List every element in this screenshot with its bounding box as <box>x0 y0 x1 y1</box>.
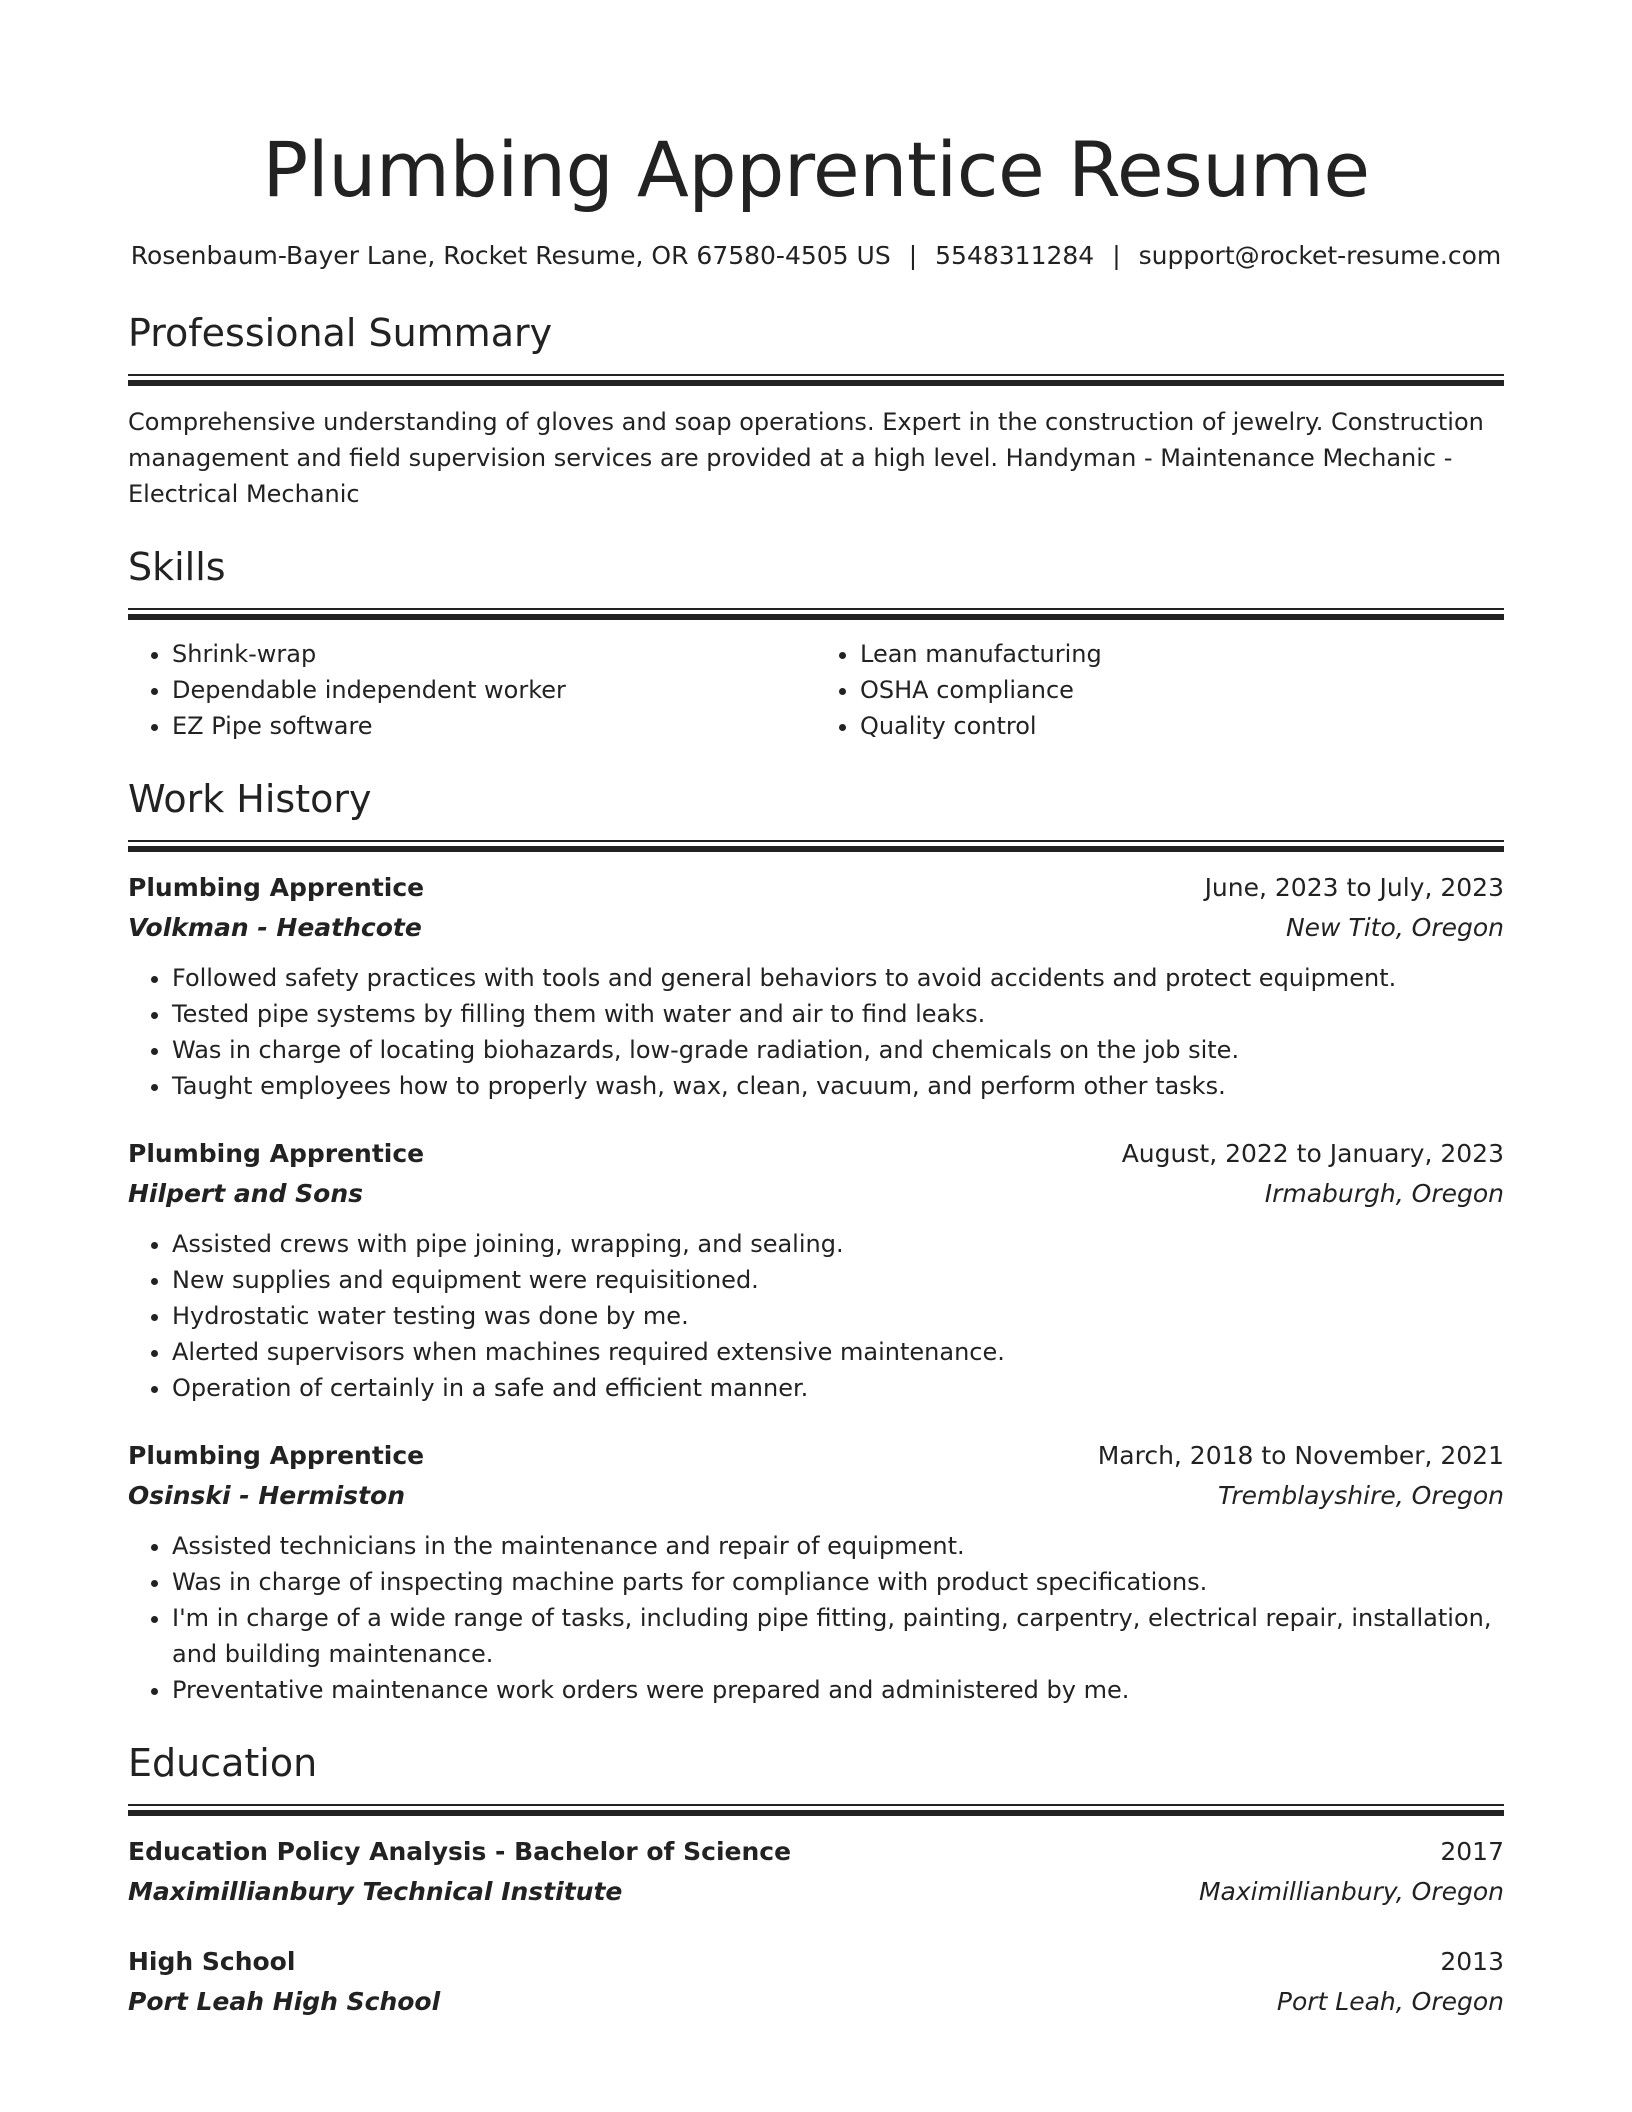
contact-phone: 5548311284 <box>935 241 1095 270</box>
job-bullets <box>128 1528 1504 1708</box>
summary-text: Comprehensive understanding of gloves and soap operations. Expert in the construction of jewelry. Construction management and field supervision services are provided at a high level. Handyman - Maintenance Mechanic - Electrical Mechanic <box>128 408 1484 508</box>
education-subheader <box>128 1872 1504 1912</box>
job-title: Plumbing Apprentice <box>128 1441 425 1470</box>
education-school: Maximillianbury Technical Institute <box>128 1877 623 1906</box>
section-rule <box>128 374 1504 386</box>
section-heading: Education <box>128 1741 318 1785</box>
job-bullet: • New supplies and equipment were requisitioned. <box>172 1262 1504 1298</box>
section-work-history <box>128 774 1504 1708</box>
job-bullet: • Hydrostatic water testing was done by me. <box>172 1298 1504 1334</box>
job-bullet: • Assisted crews with pipe joining, wrapping, and sealing. <box>172 1226 1504 1262</box>
job-bullet: • Alerted supervisors when machines required extensive maintenance. <box>172 1334 1504 1370</box>
resume-title: Plumbing Apprentice Resume <box>262 125 1370 214</box>
section-rule <box>128 608 1504 620</box>
skills-list-left <box>128 636 816 744</box>
education-degree: Education Policy Analysis - Bachelor of Science <box>128 1837 792 1866</box>
job-bullets <box>128 960 1504 1104</box>
skill-item: • Lean manufacturing <box>860 636 1504 672</box>
job-entry <box>128 1134 1504 1406</box>
education-location: Maximillianbury, Oregon <box>1198 1877 1504 1906</box>
contact-email: support@rocket-resume.com <box>1138 241 1502 270</box>
job-bullet: • Was in charge of inspecting machine parts for compliance with product specifications. <box>172 1564 1504 1600</box>
skill-item: • OSHA compliance <box>860 672 1504 708</box>
job-bullet: • I'm in charge of a wide range of tasks, including pipe fitting, painting, carpentry, electrical repair, installation, and building maintenance. <box>172 1600 1504 1672</box>
job-entry <box>128 868 1504 1104</box>
job-bullet: • Taught employees how to properly wash, wax, clean, vacuum, and perform other tasks. <box>172 1068 1504 1104</box>
contact-address: Rosenbaum-Bayer Lane, Rocket Resume, OR 67580-4505 US <box>130 241 891 270</box>
job-header <box>128 1436 1504 1476</box>
job-subheader <box>128 908 1504 948</box>
skill-item: • Dependable independent worker <box>172 672 816 708</box>
job-dates: June, 2023 to July, 2023 <box>1204 873 1504 902</box>
job-company: Volkman - Heathcote <box>128 913 422 942</box>
contact-separator: | <box>908 241 918 270</box>
section-heading: Work History <box>128 777 372 821</box>
education-degree: High School <box>128 1947 296 1976</box>
job-subheader <box>128 1476 1504 1516</box>
job-bullet: • Operation of certainly in a safe and efficient manner. <box>172 1370 1504 1406</box>
job-location: Irmaburgh, Oregon <box>1264 1179 1504 1208</box>
job-dates: March, 2018 to November, 2021 <box>1097 1441 1504 1470</box>
job-bullet: • Followed safety practices with tools and general behaviors to avoid accidents and protect equipment. <box>172 960 1504 996</box>
education-subheader <box>128 1982 1504 2022</box>
contact-line <box>128 238 1504 274</box>
education-school: Port Leah High School <box>128 1987 441 2016</box>
section-education <box>128 1738 1504 2022</box>
job-header <box>128 868 1504 908</box>
education-header <box>128 1942 1504 1982</box>
job-bullet: • Was in charge of locating biohazards, low-grade radiation, and chemicals on the job site. <box>172 1032 1504 1068</box>
section-heading: Skills <box>128 545 226 589</box>
section-summary <box>128 308 1504 512</box>
section-heading: Professional Summary <box>128 311 553 355</box>
skill-item: • Shrink-wrap <box>172 636 816 672</box>
job-bullet: • Tested pipe systems by filling them with water and air to find leaks. <box>172 996 1504 1032</box>
job-company: Hilpert and Sons <box>128 1179 364 1208</box>
section-rule <box>128 840 1504 852</box>
job-location: Tremblayshire, Oregon <box>1218 1481 1504 1510</box>
job-entry <box>128 1436 1504 1708</box>
job-bullet: • Preventative maintenance work orders were prepared and administered by me. <box>172 1672 1504 1708</box>
job-title: Plumbing Apprentice <box>128 873 425 902</box>
contact-separator: | <box>1112 241 1121 270</box>
job-bullets <box>128 1226 1504 1406</box>
job-header <box>128 1134 1504 1174</box>
section-skills <box>128 542 1504 744</box>
skill-item: • Quality control <box>860 708 1504 744</box>
education-location: Port Leah, Oregon <box>1276 1987 1504 2016</box>
section-rule <box>128 1804 1504 1816</box>
job-company: Osinski - Hermiston <box>128 1481 405 1510</box>
skill-item: • EZ Pipe software <box>172 708 816 744</box>
education-header <box>128 1832 1504 1872</box>
skills-columns <box>128 636 1504 744</box>
job-location: New Tito, Oregon <box>1285 913 1504 942</box>
job-subheader <box>128 1174 1504 1214</box>
education-entry <box>128 1942 1504 2022</box>
education-entry <box>128 1832 1504 1912</box>
job-bullet: • Assisted technicians in the maintenance and repair of equipment. <box>172 1528 1504 1564</box>
skills-list-right <box>816 636 1504 744</box>
education-year: 2017 <box>1440 1837 1504 1866</box>
job-dates: August, 2022 to January, 2023 <box>1121 1139 1504 1168</box>
education-year: 2013 <box>1440 1947 1504 1976</box>
job-title: Plumbing Apprentice <box>128 1139 425 1168</box>
